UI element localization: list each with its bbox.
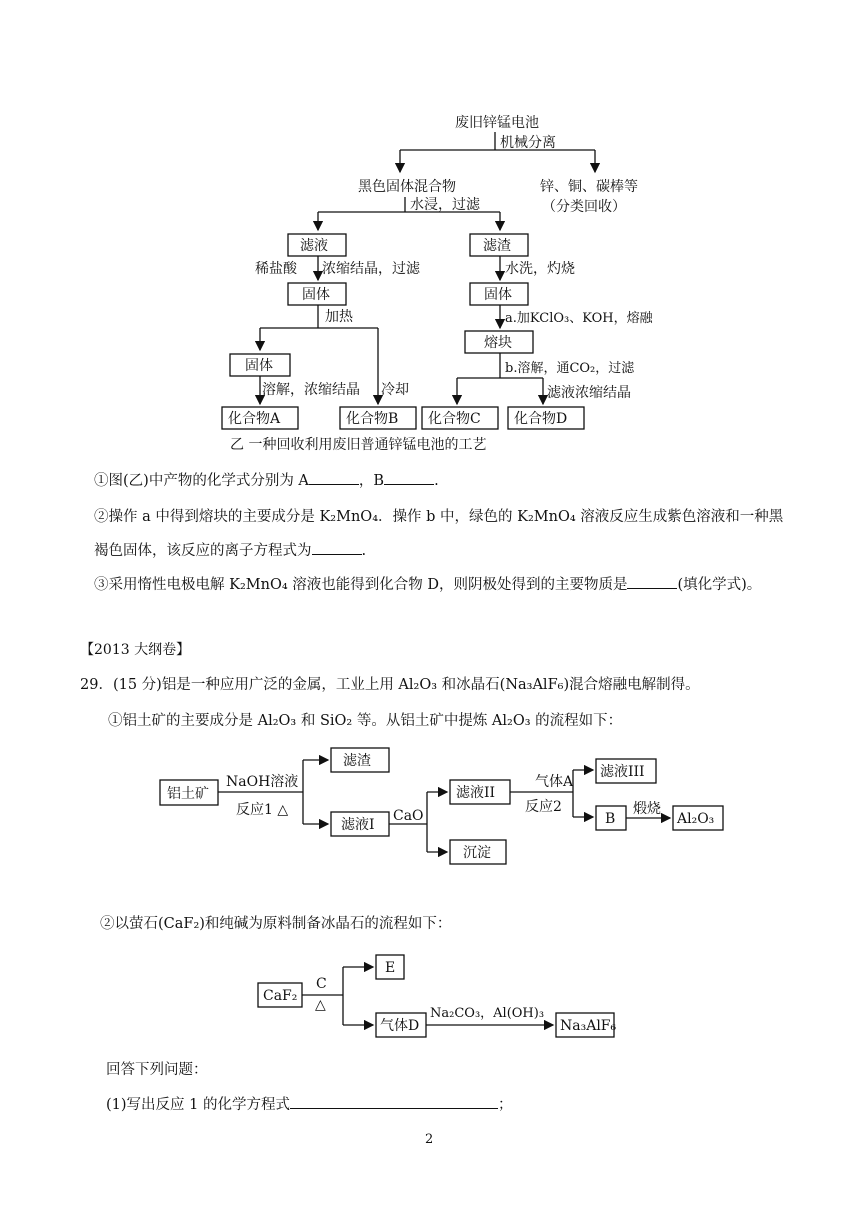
- label-hcl: 稀盐酸: [255, 261, 297, 277]
- q3-text: ③采用惰性电极电解 K₂MnO₄ 溶液也能得到化合物 D，则阴极处得到的主要物质是: [94, 577, 628, 593]
- q1-text-b: ，B: [358, 473, 385, 489]
- problem-29-intro: 29．(15 分)铝是一种应用广泛的金属，工业上用 Al₂O₃ 和冰晶石(Na₃AlF₆)混合熔融电解制得。: [80, 677, 700, 693]
- box-residue: 滤渣: [483, 238, 511, 254]
- label-step-a: a.加KClO₃、KOH，熔融: [505, 311, 653, 326]
- box-filtrate-3: 滤液III: [600, 764, 645, 780]
- box-ore: 铝土矿: [167, 786, 209, 802]
- box-gas-d: 气体D: [380, 1018, 420, 1034]
- answer-blank-cathode[interactable]: [627, 574, 677, 589]
- box-solid-lower: 固体: [245, 358, 273, 374]
- box-compound-d: 化合物D: [514, 411, 568, 427]
- box-filtrate-2: 滤液II: [456, 785, 496, 801]
- label-step-b: b.溶解，通CO₂，过滤: [505, 361, 635, 376]
- box-residue: 滤渣: [343, 753, 371, 769]
- label-reagents: Na₂CO₃，Al(OH)₃: [430, 1006, 545, 1021]
- q1-end: .: [434, 473, 439, 489]
- question-1: [94, 470, 439, 491]
- node-metals: 锌、铜、碳棒等: [540, 179, 638, 195]
- answer-q1: [106, 1094, 512, 1115]
- box-compound-a: 化合物A: [228, 411, 281, 427]
- question-2-line1: ②操作 a 中得到熔块的主要成分是 K₂MnO₄．操作 b 中，绿色的 K₂MnO₄ 溶液反应生成紫色溶液和一种黑: [94, 509, 784, 525]
- label-heat: 加热: [325, 309, 353, 325]
- label-mech: 机械分离: [500, 135, 556, 151]
- answer-q1-end: ；: [497, 1097, 513, 1113]
- box-precipitate: 沉淀: [463, 845, 491, 861]
- q2-end: .: [361, 543, 367, 559]
- node-black-mix: 黑色固体混合物: [358, 179, 456, 195]
- answer-blank-a[interactable]: [309, 470, 359, 485]
- label-c: C: [316, 976, 327, 992]
- label-react1: 反应1 △: [236, 802, 289, 818]
- label-react2: 反应2: [525, 799, 562, 815]
- alumina-flow-diagram: [0, 740, 860, 880]
- label-delta: △: [315, 997, 326, 1013]
- section-title: 【2013 大纲卷】: [80, 642, 191, 658]
- box-cryolite: Na₃AlF₆: [560, 1018, 617, 1034]
- box-b: B: [605, 811, 616, 827]
- question-3: [94, 574, 761, 595]
- label-filtrate-conc: 滤液浓缩结晶: [547, 385, 631, 401]
- diagram-caption: 乙 一种回收利用废旧普通锌锰电池的工艺: [230, 437, 487, 453]
- box-solid-right: 固体: [484, 287, 512, 303]
- box-compound-c: 化合物C: [428, 411, 481, 427]
- label-calcine: 煅烧: [633, 801, 661, 817]
- recycling-process-diagram: [0, 0, 860, 470]
- q3-end: (填化学式)。: [677, 577, 762, 593]
- label-wash: 水洗，灼烧: [505, 261, 575, 277]
- q2-text: 褐色固体，该反应的离子方程式为: [94, 543, 312, 559]
- question-2-line2: [94, 540, 366, 561]
- answer-intro: 回答下列问题：: [106, 1062, 208, 1078]
- q1-text: ①图(乙)中产物的化学式分别为 A: [94, 473, 309, 489]
- box-solid-left: 固体: [302, 287, 330, 303]
- node-root: 废旧锌锰电池: [455, 115, 539, 131]
- cryolite-flow-diagram: [0, 945, 860, 1045]
- label-naoh: NaOH溶液: [226, 774, 299, 790]
- box-e: E: [385, 960, 396, 976]
- answer-q1-text: (1)写出反应 1 的化学方程式: [106, 1097, 290, 1113]
- answer-blank-equation[interactable]: [290, 1094, 498, 1109]
- box-melt: 熔块: [484, 335, 512, 351]
- answer-blank-b[interactable]: [384, 470, 434, 485]
- label-gas-a: 气体A: [535, 774, 574, 790]
- node-metals-note: （分类回收）: [542, 199, 626, 215]
- box-al2o3: Al₂O₃: [677, 811, 715, 827]
- box-filtrate: 滤液: [300, 238, 328, 254]
- box-compound-b: 化合物B: [346, 411, 399, 427]
- page-number: 2: [425, 1132, 434, 1147]
- problem-29-part2: ②以萤石(CaF₂)和纯碱为原料制备冰晶石的流程如下：: [100, 916, 452, 932]
- label-crystallize: 浓缩结晶，过滤: [322, 261, 420, 277]
- box-caf2: CaF₂: [263, 988, 298, 1004]
- label-water: 水浸，过滤: [410, 197, 480, 213]
- label-dissolve: 溶解，浓缩结晶: [262, 382, 360, 398]
- label-cao: CaO: [393, 808, 424, 824]
- answer-blank-ionic[interactable]: [312, 540, 362, 555]
- label-cool: 冷却: [381, 382, 409, 398]
- box-filtrate-1: 滤液I: [341, 817, 375, 833]
- problem-29-part1: ①铝土矿的主要成分是 Al₂O₃ 和 SiO₂ 等。从铝土矿中提炼 Al₂O₃ 的流程如下：: [108, 713, 623, 729]
